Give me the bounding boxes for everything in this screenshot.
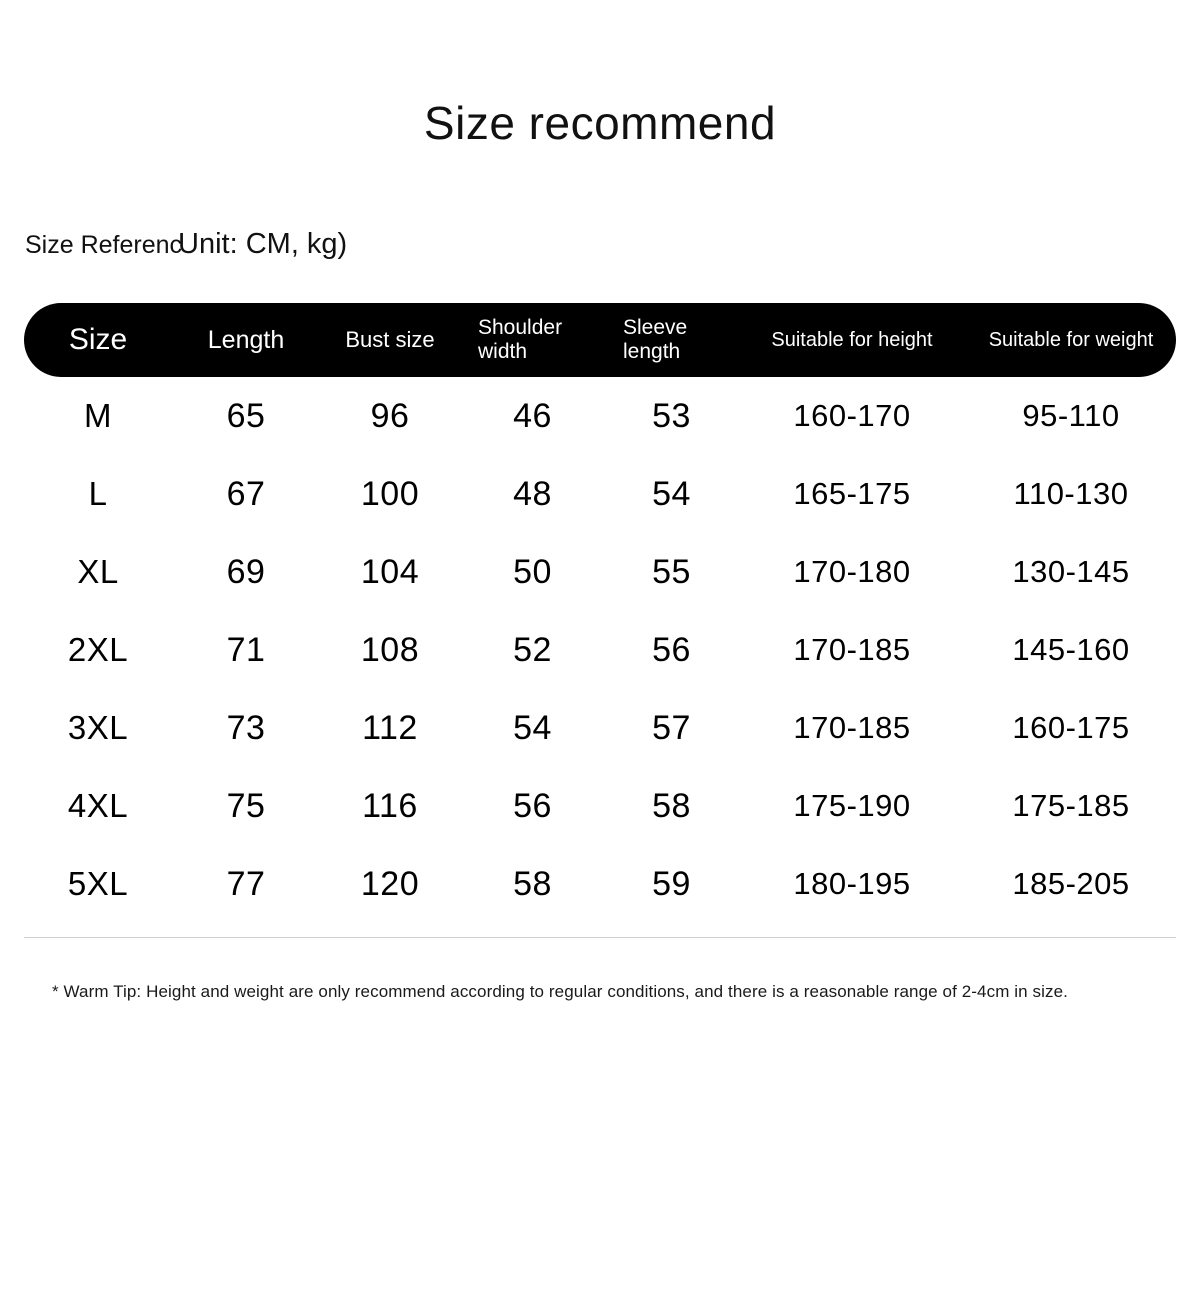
cell-bust: 108 [360,630,420,669]
cell-length: 75 [226,786,266,825]
cell-sleeve: 58 [652,786,691,825]
cell-length: 71 [226,630,266,669]
cell-size: 3XL [67,709,129,746]
table-row [24,377,1176,455]
cell-length: 67 [226,474,266,513]
cell-height: 170-180 [793,554,911,589]
cell-size: XL [77,553,119,590]
table-body [24,377,1176,923]
table-row [24,455,1176,533]
cell-length: 65 [226,396,266,435]
cell-weight: 160-175 [1012,710,1130,745]
cell-size: 2XL [67,631,129,668]
cell-sleeve: 57 [652,708,691,747]
cell-bust: 112 [362,708,418,747]
cell-length: 69 [226,552,266,591]
cell-sleeve: 56 [652,630,691,669]
header-sleeve-line1: Sleeve [623,316,688,340]
table-row [24,533,1176,611]
table-row [24,767,1176,845]
header-length: Length [207,326,285,354]
cell-shoulder: 46 [513,396,552,435]
cell-bust: 120 [360,864,420,903]
header-suitable-height: Suitable for height [771,328,933,351]
header-shoulder-width [460,303,605,377]
cell-shoulder: 56 [513,786,552,825]
cell-height: 160-170 [793,398,911,433]
cell-weight: 130-145 [1012,554,1130,589]
header-shoulder-line1: Shoulder [478,316,563,340]
cell-weight: 110-130 [1013,476,1129,511]
size-table [24,303,1176,923]
cell-size: 5XL [67,865,129,902]
cell-height: 180-195 [793,866,911,901]
table-header-row [24,303,1176,377]
cell-shoulder: 54 [513,708,552,747]
table-row [24,611,1176,689]
cell-length: 73 [226,708,266,747]
cell-shoulder: 52 [513,630,552,669]
cell-weight: 175-185 [1012,788,1130,823]
size-chart-page [0,96,1200,1296]
cell-bust: 104 [360,552,420,591]
subtitle-row [0,228,1200,261]
cell-size: 4XL [67,787,129,824]
table-row [24,845,1176,923]
header-sleeve-line2: length [623,340,681,363]
cell-height: 170-185 [793,632,911,667]
cell-size: M [84,397,112,434]
warm-tip-note: * Warm Tip: Height and weight are only recommend according to regular conditions, and there is a reasonable range of 2-4cm in size. [52,982,1068,1001]
cell-weight: 95-110 [1022,398,1120,433]
table-header [24,303,1176,377]
cell-height: 170-185 [793,710,911,745]
bottom-divider [24,937,1176,938]
header-suitable-weight: Suitable for weight [988,328,1154,351]
header-size: Size [68,323,128,357]
cell-height: 165-175 [793,476,911,511]
cell-sleeve: 53 [652,396,691,435]
cell-size: L [88,475,108,512]
cell-shoulder: 50 [513,552,552,591]
unit-label: Unit: CM, kg) [178,228,348,260]
page-title: Size recommend [423,97,777,149]
cell-height: 175-190 [793,788,911,823]
cell-length: 77 [226,864,266,903]
header-sleeve-length [605,303,738,377]
cell-bust: 100 [360,474,420,513]
size-reference-label: Size Referenc [25,231,183,259]
cell-bust: 96 [370,396,410,435]
header-shoulder-line2: width [478,340,528,363]
cell-weight: 145-160 [1012,632,1130,667]
cell-weight: 185-205 [1012,866,1130,901]
cell-sleeve: 54 [652,474,691,513]
table-row [24,689,1176,767]
cell-sleeve: 59 [652,864,691,903]
cell-bust: 116 [362,786,418,825]
cell-shoulder: 48 [513,474,552,513]
header-bust-size: Bust size [345,326,435,352]
cell-sleeve: 55 [652,552,691,591]
cell-shoulder: 58 [513,864,552,903]
size-table-wrapper [0,303,1200,923]
